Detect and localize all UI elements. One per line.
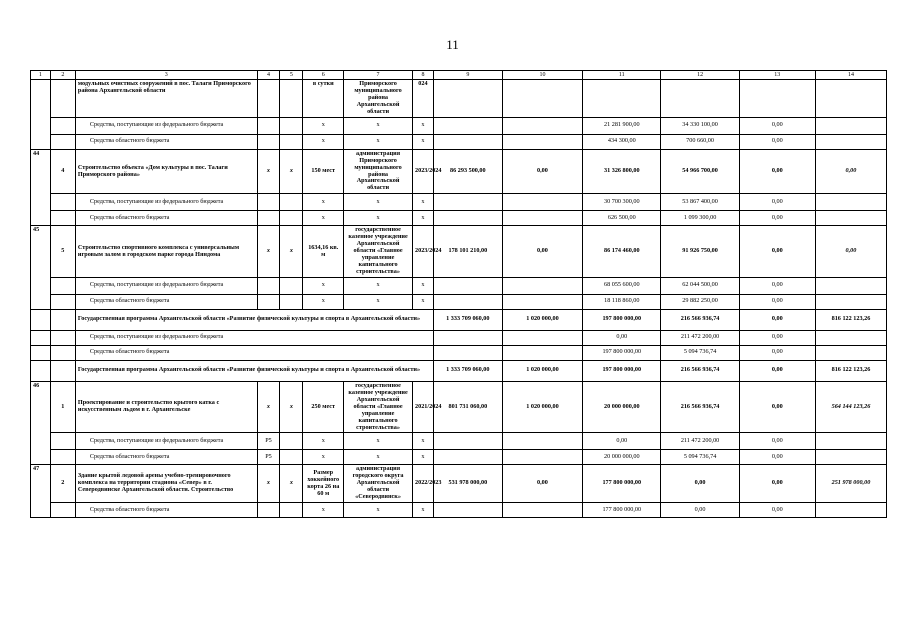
object-name: Здание крытой ледовой арены учебно-тренировочного комплекса на территории стадиона «Север» в г. Северодвинске Архангельской области. Строительство (75, 465, 257, 503)
customer: x (344, 503, 413, 518)
funding-source-label: Средства, поступающие из федерального бюджета (75, 117, 257, 134)
value-col11: 0,00 (583, 330, 661, 345)
years: x (413, 450, 434, 465)
value-col14: 0,00 (815, 226, 886, 278)
value-col9 (433, 117, 502, 134)
customer: x (344, 117, 413, 134)
value-col13: 0,00 (739, 211, 815, 226)
object-row (31, 381, 887, 433)
program-name: Государственная программа Архангельской области «Развитие физической культуры и спорта в Архангельской области» (75, 360, 433, 381)
cell-col4: x (257, 381, 280, 433)
value-col9 (433, 450, 502, 465)
column-number-header: 12 (661, 71, 739, 80)
value-col10 (502, 294, 582, 309)
capacity: 1634,16 кв. м (303, 226, 344, 278)
value-col10 (502, 80, 582, 118)
value-col11: 20 000 000,00 (583, 450, 661, 465)
value-col11 (583, 80, 661, 118)
total-cost: 86 293 500,00 (433, 149, 502, 194)
row-number (31, 345, 51, 360)
column-number-header: 4 (257, 71, 280, 80)
value-col9 (433, 80, 502, 118)
value-col10: 1 020 000,00 (502, 309, 582, 330)
years: 2022/2023 (413, 465, 434, 503)
cell-col5 (280, 503, 303, 518)
object-name: Строительство спортивного комплекса с универсальным игровым залом в городском парке города Няндома (75, 226, 257, 278)
value-col13: 0,00 (739, 134, 815, 149)
funding-source-row (31, 433, 887, 450)
value-col9 (433, 277, 502, 294)
years: x (413, 503, 434, 518)
value-col13 (739, 80, 815, 118)
customer: x (344, 433, 413, 450)
value-col10 (502, 433, 582, 450)
capacity: x (303, 194, 344, 211)
program-funding-row (31, 330, 887, 345)
item-number (50, 277, 75, 294)
cell-col5 (280, 433, 303, 450)
customer: государственное казенное учреждение Архангельской области «Главное управление капитального строительства» (344, 226, 413, 278)
value-col13: 0,00 (739, 345, 815, 360)
program-total-row (31, 360, 887, 381)
capacity: x (303, 277, 344, 294)
cell-col4 (257, 277, 280, 294)
object-name: модульных очистных сооружений в пос. Талаги Приморского района Архангельской области (75, 80, 257, 118)
item-number (50, 117, 75, 134)
value-col9 (433, 503, 502, 518)
value-col14 (815, 345, 886, 360)
years: 2021/2024 (413, 381, 434, 433)
value-col11: 434 300,00 (583, 134, 661, 149)
value-col11: 197 800 000,00 (583, 309, 661, 330)
item-number (50, 433, 75, 450)
program-funding-row (31, 345, 887, 360)
value-col14 (815, 80, 886, 118)
cell-col4 (257, 117, 280, 134)
value-col10 (502, 450, 582, 465)
funding-source-label: Средства, поступающие из федерального бюджета (75, 330, 433, 345)
funding-source-label: Средства областного бюджета (75, 345, 433, 360)
value-col9 (433, 433, 502, 450)
cell-col5: x (280, 465, 303, 503)
object-row (31, 149, 887, 194)
object-row (31, 465, 887, 503)
value-col12: 216 566 936,74 (661, 309, 739, 330)
value-col14: 251 978 000,00 (815, 465, 886, 503)
column-number-header: 8 (413, 71, 434, 80)
value-col12: 91 926 750,00 (661, 226, 739, 278)
item-number (50, 450, 75, 465)
funding-source-row (31, 294, 887, 309)
cell-col5 (280, 134, 303, 149)
item-number (50, 134, 75, 149)
value-col11: 30 700 300,00 (583, 194, 661, 211)
column-number-header: 10 (502, 71, 582, 80)
item-number (50, 309, 75, 330)
value-col10: 0,00 (502, 149, 582, 194)
column-number-header: 2 (50, 71, 75, 80)
object-name: Проектирование и строительство крытого катка с искусственным льдом в г. Архангельске (75, 381, 257, 433)
value-col12: 53 867 400,00 (661, 194, 739, 211)
column-number-header: 13 (739, 71, 815, 80)
value-col11: 626 500,00 (583, 211, 661, 226)
value-col11: 20 000 000,00 (583, 381, 661, 433)
funding-source-row (31, 211, 887, 226)
item-number (50, 194, 75, 211)
cell-col5 (280, 450, 303, 465)
row-number (31, 330, 51, 345)
value-col14 (815, 211, 886, 226)
value-col10 (502, 211, 582, 226)
value-col9 (433, 330, 502, 345)
value-col12 (661, 80, 739, 118)
funding-source-row (31, 134, 887, 149)
value-col9 (433, 194, 502, 211)
item-number: 4 (50, 149, 75, 194)
item-number: 2 (50, 465, 75, 503)
cell-col4: x (257, 465, 280, 503)
value-col13: 0,00 (739, 277, 815, 294)
cell-col4 (257, 194, 280, 211)
years: x (413, 117, 434, 134)
cell-col4: P5 (257, 450, 280, 465)
customer: x (344, 450, 413, 465)
value-col10 (502, 330, 582, 345)
value-col12: 700 660,00 (661, 134, 739, 149)
cell-col4: x (257, 149, 280, 194)
value-col10 (502, 117, 582, 134)
row-number (31, 80, 51, 150)
capacity: в сутки (303, 80, 344, 118)
customer: x (344, 211, 413, 226)
funding-source-label: Средства областного бюджета (75, 134, 257, 149)
cell-col5: x (280, 381, 303, 433)
customer: x (344, 194, 413, 211)
column-number-header: 9 (433, 71, 502, 80)
row-number: 45 (31, 226, 51, 310)
value-col12: 211 472 200,00 (661, 433, 739, 450)
cell-col4 (257, 211, 280, 226)
value-col13: 0,00 (739, 226, 815, 278)
value-col13: 0,00 (739, 309, 815, 330)
value-col12: 216 566 936,74 (661, 381, 739, 433)
value-col14 (815, 134, 886, 149)
funding-source-label: Средства, поступающие из федерального бюджета (75, 433, 257, 450)
capacity: x (303, 294, 344, 309)
column-number-header: 5 (280, 71, 303, 80)
years: x (413, 211, 434, 226)
years: 024 (413, 80, 434, 118)
capacity: x (303, 211, 344, 226)
value-col14 (815, 503, 886, 518)
funding-source-row (31, 117, 887, 134)
value-col14 (815, 450, 886, 465)
value-col13: 0,00 (739, 381, 815, 433)
column-number-header: 3 (75, 71, 257, 80)
value-col9 (433, 345, 502, 360)
value-col14 (815, 117, 886, 134)
funding-source-label: Средства, поступающие из федерального бюджета (75, 194, 257, 211)
years: 2023/2024 (413, 149, 434, 194)
object-row (31, 226, 887, 278)
value-col12: 54 966 700,00 (661, 149, 739, 194)
item-number (50, 330, 75, 345)
customer: x (344, 134, 413, 149)
value-col12: 62 044 500,00 (661, 277, 739, 294)
page-number: 11 (446, 37, 459, 52)
value-col12: 5 094 736,74 (661, 450, 739, 465)
total-cost: 801 731 060,00 (433, 381, 502, 433)
cell-col4 (257, 134, 280, 149)
column-number-header: 1 (31, 71, 51, 80)
value-col10 (502, 277, 582, 294)
value-col11: 31 326 800,00 (583, 149, 661, 194)
value-col13: 0,00 (739, 117, 815, 134)
years: 2023/2024 (413, 226, 434, 278)
capacity: x (303, 503, 344, 518)
years: x (413, 277, 434, 294)
value-col13: 0,00 (739, 360, 815, 381)
budget-table (30, 70, 887, 518)
capacity: x (303, 433, 344, 450)
value-col12: 29 882 250,00 (661, 294, 739, 309)
funding-source-label: Средства областного бюджета (75, 211, 257, 226)
total-cost: 1 333 709 060,00 (433, 309, 502, 330)
funding-source-row (31, 450, 887, 465)
capacity: 250 мест (303, 381, 344, 433)
value-col9 (433, 294, 502, 309)
cell-col4: x (257, 226, 280, 278)
value-col10 (502, 503, 582, 518)
years: x (413, 294, 434, 309)
value-col14: 0,00 (815, 149, 886, 194)
cell-col5 (280, 117, 303, 134)
customer: Приморского муниципального района Архангельской области (344, 80, 413, 118)
item-number (50, 80, 75, 118)
cell-col5: x (280, 149, 303, 194)
item-number (50, 360, 75, 381)
customer: администрация городского округа Архангельской области «Северодвинск» (344, 465, 413, 503)
value-col12: 5 094 736,74 (661, 345, 739, 360)
value-col13: 0,00 (739, 149, 815, 194)
column-number-header: 6 (303, 71, 344, 80)
total-cost: 531 978 000,00 (433, 465, 502, 503)
value-col12: 0,00 (661, 465, 739, 503)
value-col14 (815, 330, 886, 345)
value-col14: 816 122 123,26 (815, 309, 886, 330)
customer: государственное казенное учреждение Архангельской области «Главное управление капитального строительства» (344, 381, 413, 433)
value-col9 (433, 211, 502, 226)
value-col10: 0,00 (502, 226, 582, 278)
value-col11: 197 800 000,00 (583, 360, 661, 381)
row-number: 47 (31, 465, 51, 518)
years: x (413, 194, 434, 211)
value-col13: 0,00 (739, 330, 815, 345)
value-col13: 0,00 (739, 433, 815, 450)
value-col14 (815, 294, 886, 309)
value-col11: 21 281 900,00 (583, 117, 661, 134)
cell-col4 (257, 503, 280, 518)
value-col10 (502, 134, 582, 149)
column-number-header: 7 (344, 71, 413, 80)
value-col14 (815, 277, 886, 294)
item-number: 1 (50, 381, 75, 433)
funding-source-row (31, 194, 887, 211)
funding-source-label: Средства областного бюджета (75, 450, 257, 465)
value-col10: 0,00 (502, 465, 582, 503)
total-cost: 1 333 709 060,00 (433, 360, 502, 381)
cell-col5 (280, 294, 303, 309)
cell-col4: P5 (257, 433, 280, 450)
years: x (413, 134, 434, 149)
value-col10 (502, 194, 582, 211)
item-number: 5 (50, 226, 75, 278)
cell-col4 (257, 294, 280, 309)
capacity: x (303, 117, 344, 134)
row-number: 44 (31, 149, 51, 226)
value-col11: 197 800 000,00 (583, 345, 661, 360)
value-col10: 1 020 000,00 (502, 360, 582, 381)
value-col13: 0,00 (739, 450, 815, 465)
value-col10 (502, 345, 582, 360)
program-total-row (31, 309, 887, 330)
customer: x (344, 277, 413, 294)
row-number (31, 360, 51, 381)
cell-col5 (280, 277, 303, 294)
capacity: Размер хоккейного корта 26 на 60 м (303, 465, 344, 503)
value-col13: 0,00 (739, 503, 815, 518)
item-number (50, 211, 75, 226)
funding-source-label: Средства, поступающие из федерального бюджета (75, 277, 257, 294)
object-name: Строительство объекта «Дом культуры в пос. Талаги Приморского района» (75, 149, 257, 194)
cell-col5 (280, 80, 303, 118)
funding-source-label: Средства областного бюджета (75, 294, 257, 309)
row-number (31, 309, 51, 330)
value-col12: 0,00 (661, 503, 739, 518)
item-number (50, 503, 75, 518)
capacity: x (303, 450, 344, 465)
capacity: 150 мест (303, 149, 344, 194)
value-col12: 211 472 200,00 (661, 330, 739, 345)
column-number-header: 11 (583, 71, 661, 80)
value-col9 (433, 134, 502, 149)
funding-source-label: Средства областного бюджета (75, 503, 257, 518)
program-name: Государственная программа Архангельской области «Развитие физической культуры и спорта в Архангельской области» (75, 309, 433, 330)
value-col11: 177 800 000,00 (583, 503, 661, 518)
value-col13: 0,00 (739, 194, 815, 211)
value-col14: 564 144 123,26 (815, 381, 886, 433)
funding-source-row (31, 277, 887, 294)
column-number-header: 14 (815, 71, 886, 80)
value-col12: 1 099 300,00 (661, 211, 739, 226)
table-header-row (31, 71, 887, 80)
total-cost: 178 101 210,00 (433, 226, 502, 278)
cell-col5 (280, 194, 303, 211)
cell-col5 (280, 211, 303, 226)
customer: администрация Приморского муниципального района Архангельской области (344, 149, 413, 194)
continued-object-row (31, 80, 887, 118)
value-col14 (815, 194, 886, 211)
cell-col4 (257, 80, 280, 118)
value-col11: 18 118 860,00 (583, 294, 661, 309)
item-number (50, 294, 75, 309)
value-col12: 216 566 936,74 (661, 360, 739, 381)
value-col14: 816 122 123,26 (815, 360, 886, 381)
value-col11: 177 800 000,00 (583, 465, 661, 503)
item-number (50, 345, 75, 360)
value-col14 (815, 433, 886, 450)
years: x (413, 433, 434, 450)
value-col10: 1 020 000,00 (502, 381, 582, 433)
cell-col5: x (280, 226, 303, 278)
value-col11: 86 174 460,00 (583, 226, 661, 278)
value-col11: 0,00 (583, 433, 661, 450)
capacity: x (303, 134, 344, 149)
value-col11: 68 055 600,00 (583, 277, 661, 294)
value-col13: 0,00 (739, 294, 815, 309)
funding-source-row (31, 503, 887, 518)
row-number: 46 (31, 381, 51, 465)
value-col12: 34 330 100,00 (661, 117, 739, 134)
value-col13: 0,00 (739, 465, 815, 503)
customer: x (344, 294, 413, 309)
